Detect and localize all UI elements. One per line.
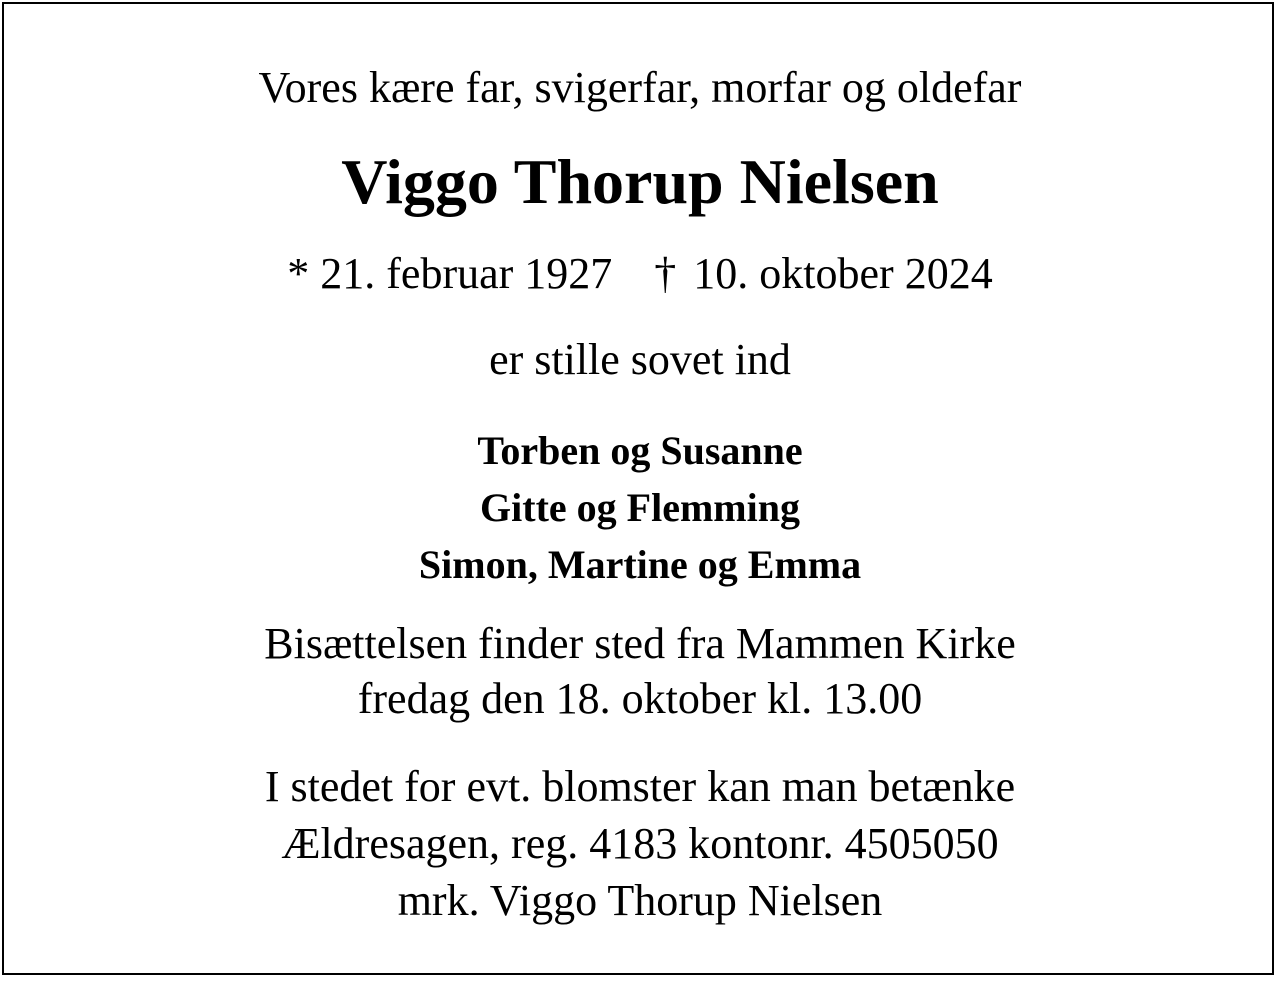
passed-text: er stille sovet ind <box>489 335 791 384</box>
funeral-info <box>0 616 1280 726</box>
birth-symbol: * <box>287 249 310 298</box>
donation-line: mrk. Viggo Thorup Nielsen <box>397 876 883 925</box>
family-line: Torben og Susanne <box>477 428 803 473</box>
funeral-line: fredag den 18. oktober kl. 13.00 <box>357 674 923 723</box>
birth-date: 21. februar 1927 <box>320 249 613 298</box>
donation-line: I stedet for evt. blomster kan man betænke <box>264 762 1016 811</box>
death-cross-icon: † <box>654 249 677 298</box>
deceased-name: Viggo Thorup Nielsen <box>341 146 939 217</box>
family-line: Simon, Martine og Emma <box>418 542 862 587</box>
funeral-line: Bisættelsen finder sted fra Mammen Kirke <box>264 619 1016 668</box>
family-list <box>0 422 1280 593</box>
life-dates <box>0 249 1280 298</box>
donation-info <box>0 758 1280 929</box>
intro-text: Vores kære far, svigerfar, morfar og oldefar <box>258 63 1022 112</box>
donation-line: Ældresagen, reg. 4183 kontonr. 4505050 <box>281 819 999 868</box>
family-line: Gitte og Flemming <box>480 485 800 530</box>
death-date: 10. oktober 2024 <box>693 249 993 298</box>
